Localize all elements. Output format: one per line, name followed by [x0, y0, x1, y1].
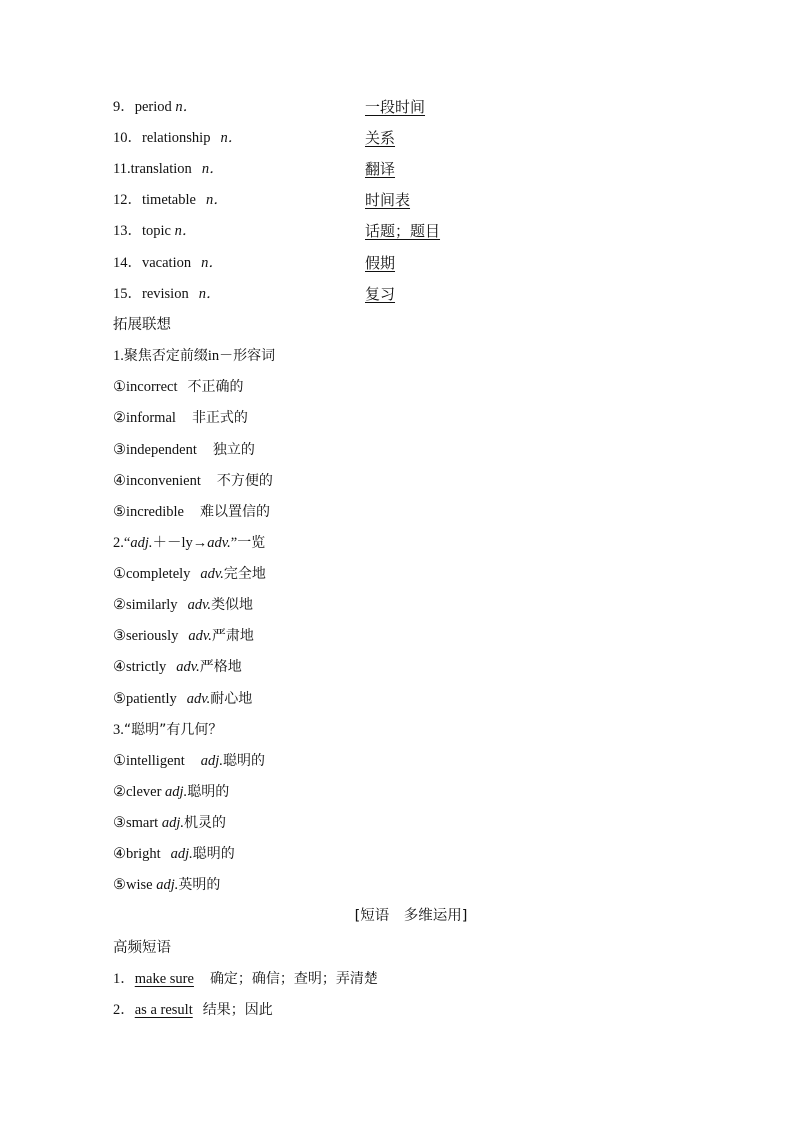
- vocab-word: timetable: [142, 192, 196, 208]
- section-heading-expand: 拓展联想: [113, 317, 171, 333]
- vocab-item: [113, 159, 224, 179]
- list-item: ⑤patiently adv.耐心地: [113, 691, 253, 707]
- part-of-speech: n．: [201, 255, 223, 271]
- vocab-word: revision: [142, 286, 189, 302]
- list-item: ⑤incredible 难以置信的: [113, 504, 270, 520]
- vocab-item: [113, 253, 223, 273]
- list-item: ④strictly adv.严格地: [113, 659, 242, 675]
- part-of-speech: n．: [198, 286, 221, 302]
- list-item: ④inconvenient 不方便的: [113, 473, 273, 489]
- part-of-speech: n．: [220, 130, 243, 146]
- list-item: ④bright adj.聪明的: [113, 846, 235, 862]
- item-number: 9．: [113, 99, 135, 115]
- vocab-word: period: [134, 99, 172, 115]
- item-number: 13．: [113, 223, 142, 239]
- vocab-meaning: 复习: [365, 285, 396, 303]
- list-item: ⑤wise adj.英明的: [113, 877, 221, 893]
- vocab-word: translation: [130, 161, 192, 177]
- vocab-item: [113, 284, 220, 304]
- vocab-word: topic: [142, 223, 171, 239]
- list-item: ①incorrect 不正确的: [113, 379, 244, 395]
- item-number: 14．: [113, 255, 142, 271]
- group-title: 1.聚焦否定前缀in－形容词: [113, 348, 276, 364]
- list-item: ②clever adj.聪明的: [113, 784, 230, 800]
- part-of-speech: n．: [175, 99, 198, 115]
- vocab-meaning: 一段时间: [365, 98, 426, 116]
- phrase-item: 2．as a result 结果；因此: [113, 1002, 273, 1018]
- list-item: ③seriously adv.严肃地: [113, 628, 254, 644]
- item-number: 10．: [113, 130, 142, 146]
- list-item: ①intelligent adj.聪明的: [113, 753, 265, 769]
- vocab-meaning: 时间表: [365, 191, 411, 209]
- phrase-text: as a result: [134, 1002, 193, 1018]
- vocab-item: [113, 190, 228, 210]
- section-heading-phrases: [短语 多维运用]: [354, 908, 468, 924]
- vocab-word: relationship: [142, 130, 211, 146]
- item-number: 15．: [113, 286, 142, 302]
- vocab-meaning: 关系: [365, 129, 396, 147]
- list-item: ③smart adj.机灵的: [113, 815, 226, 831]
- part-of-speech: n．: [205, 192, 228, 208]
- list-item: ③independent 独立的: [113, 442, 255, 458]
- vocab-word: vacation: [142, 255, 192, 271]
- vocab-item: [113, 97, 197, 117]
- phrase-text: make sure: [134, 971, 194, 987]
- group-title: 3.“聪明”有几何？: [113, 722, 223, 738]
- item-number: 12．: [113, 192, 142, 208]
- item-number: 11.: [113, 161, 131, 177]
- list-item: ①completely adv.完全地: [113, 566, 266, 582]
- vocab-item: [113, 128, 242, 148]
- vocab-meaning: 假期: [365, 254, 396, 272]
- phrase-subtitle: 高频短语: [113, 940, 171, 956]
- vocab-item: [113, 221, 196, 241]
- group-title: 2.“adj.＋－ly→adv.”一览: [113, 535, 266, 551]
- list-item: ②informal 非正式的: [113, 410, 248, 426]
- phrase-item: 1．make sure 确定；确信；查明；弄清楚: [113, 971, 378, 987]
- list-item: ②similarly adv.类似地: [113, 597, 254, 613]
- vocab-meaning: 翻译: [365, 160, 396, 178]
- part-of-speech: n．: [174, 223, 197, 239]
- vocab-meaning: 话题；题目: [365, 222, 441, 240]
- part-of-speech: n．: [201, 161, 224, 177]
